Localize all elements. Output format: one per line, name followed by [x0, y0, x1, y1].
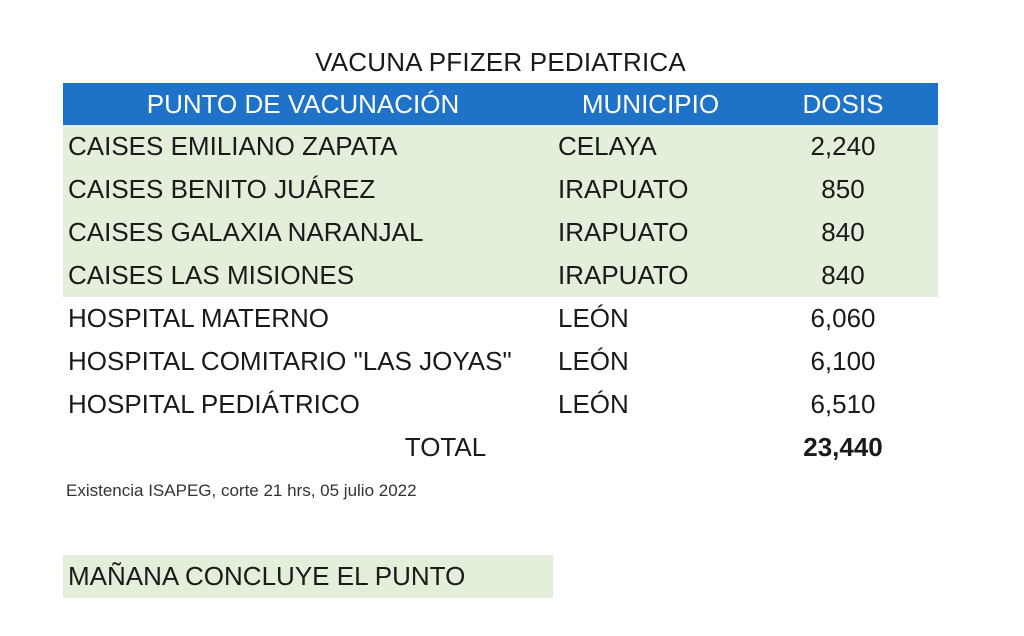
- cell-punto: HOSPITAL COMITARIO "LAS JOYAS": [68, 346, 512, 376]
- header-punto: PUNTO DE VACUNACIÓN: [146, 89, 460, 119]
- notice-text: MAÑANA CONCLUYE EL PUNTO: [68, 561, 466, 591]
- cell-municipio: LEÓN: [558, 346, 629, 376]
- cell-dosis: 2,240: [810, 131, 876, 161]
- table-row: [63, 211, 938, 254]
- table-row: [63, 297, 938, 340]
- table-header: [63, 83, 938, 125]
- header-municipio: MUNICIPIO: [581, 89, 720, 119]
- table-row: [63, 168, 938, 211]
- cell-punto: CAISES BENITO JUÁREZ: [68, 174, 376, 204]
- cell-dosis: 840: [821, 260, 865, 290]
- header-dosis: DOSIS: [802, 89, 884, 119]
- cell-dosis: 840: [821, 217, 865, 247]
- total-value: 23,440: [803, 432, 883, 462]
- cell-punto: CAISES LAS MISIONES: [68, 260, 355, 290]
- cell-dosis: 850: [821, 174, 865, 204]
- table-row: [63, 125, 938, 168]
- total-row: [63, 426, 938, 469]
- cell-punto: HOSPITAL PEDIÁTRICO: [68, 389, 360, 419]
- page-title: VACUNA PFIZER PEDIATRICA: [315, 47, 686, 77]
- vaccination-table: [63, 83, 938, 469]
- cell-municipio: LEÓN: [558, 303, 629, 333]
- table-row: [63, 254, 938, 297]
- cell-punto: HOSPITAL MATERNO: [68, 303, 329, 333]
- cell-dosis: 6,510: [810, 389, 876, 419]
- cell-municipio: IRAPUATO: [558, 260, 689, 290]
- cell-punto: CAISES EMILIANO ZAPATA: [68, 131, 398, 161]
- cell-dosis: 6,100: [810, 346, 876, 376]
- notice-banner: [63, 555, 553, 598]
- total-label: TOTAL: [404, 432, 487, 462]
- cell-municipio: IRAPUATO: [558, 174, 689, 204]
- table-row: [63, 340, 938, 383]
- cell-municipio: IRAPUATO: [558, 217, 689, 247]
- cell-punto: CAISES GALAXIA NARANJAL: [68, 217, 424, 247]
- cell-dosis: 6,060: [810, 303, 876, 333]
- cell-municipio: LEÓN: [558, 389, 629, 419]
- table-row: [63, 383, 938, 426]
- source-footnote: Existencia ISAPEG, corte 21 hrs, 05 julio 2022: [66, 481, 417, 500]
- cell-municipio: CELAYA: [558, 131, 657, 161]
